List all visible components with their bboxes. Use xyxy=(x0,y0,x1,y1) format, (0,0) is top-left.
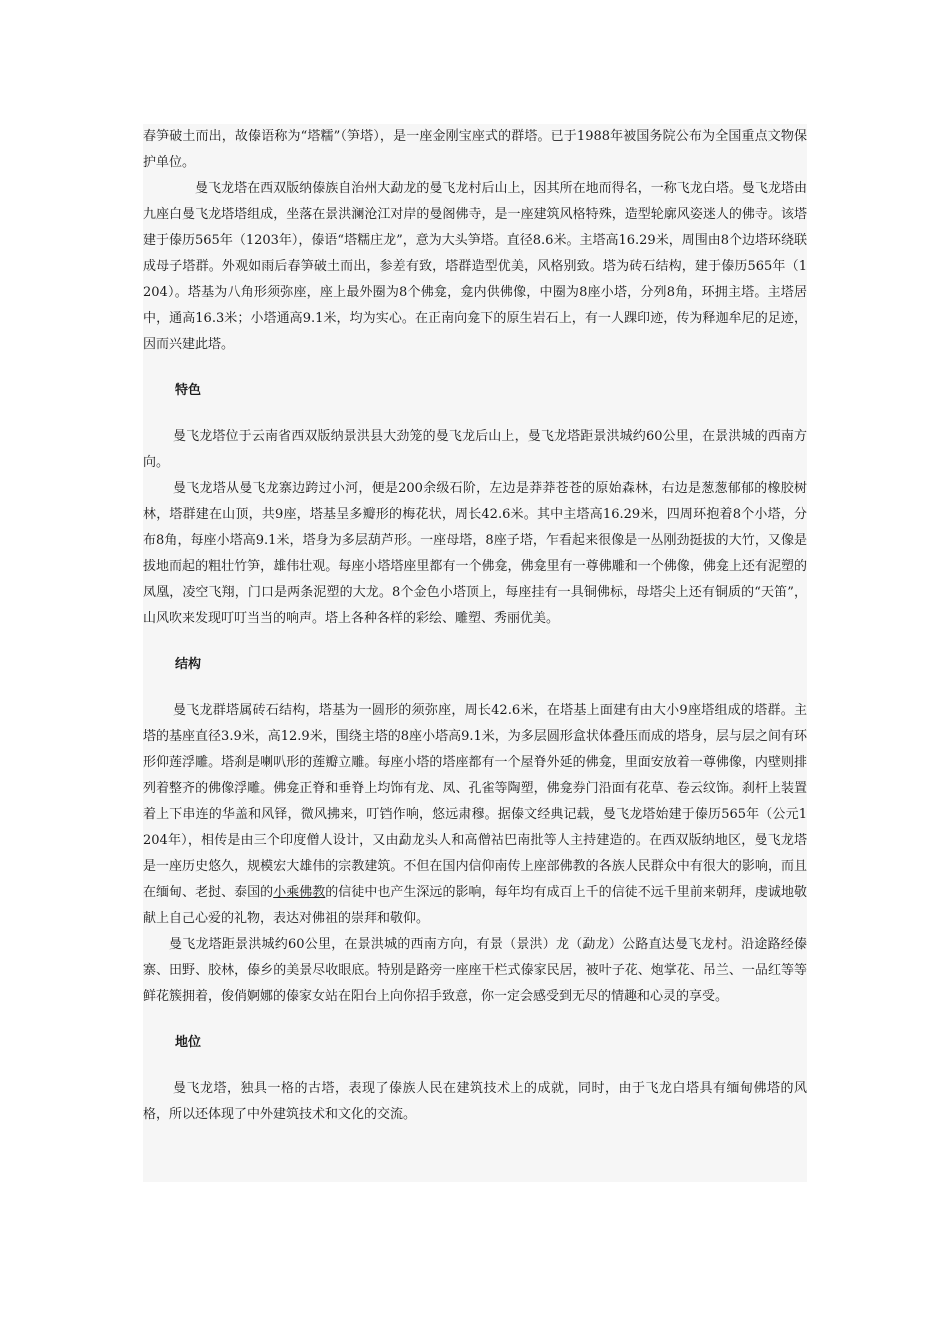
spacer xyxy=(143,404,807,424)
status-paragraph-1: 曼飞龙塔，独具一格的古塔，表现了傣族人民在建筑技术上的成就，同时，由于飞龙白塔具有缅甸佛塔的风格，所以还体现了中外建筑技术和文化的交流。 xyxy=(143,1081,807,1122)
document-body xyxy=(143,124,807,1128)
spacer xyxy=(143,1010,807,1030)
section-title-features: 特色 xyxy=(175,383,202,398)
features-paragraph-1: 曼飞龙塔位于云南省西双版纳景洪县大劲笼的曼飞龙后山上，曼飞龙塔距景洪城约60公里，在景洪城的西南方向。 xyxy=(143,429,807,470)
structure-text-before-link: 曼飞龙群塔属砖石结构，塔基为一圆形的须弥座，周长42.6米，在塔基上面建有由大小9座塔组成的塔群。主塔的基座直径3.9米，高12.9米，围绕主塔的8座小塔高9.1米，为多层圆形盒状体叠压而成的塔身，层与层之间有环形仰莲浮雕。塔刹是喇叭形的莲瓣立雕。每座小塔的塔座都有一个屋脊外延的佛龛，里面安放着一尊佛像，内壁则排列着整齐的佛像浮雕。佛龛正脊和垂脊上均饰有龙、凤、孔雀等陶塑，佛龛券门沿面有花草、卷云纹饰。刹杆上装置着上下串连的华盖和风铎，微风拂来，叮铛作响，悠远肃穆。据傣文经典记载，曼飞龙塔始建于傣历565年（公元1204年），相传是由三个印度僧人设计，又由勐龙头人和高僧祜巴南批等人主持建造的。在西双版纳地区，曼飞龙塔是一座历史悠久，规模宏大雄伟的宗教建筑。不但在国内信仰南传上座部佛教的各族人民群众中有很大的影响，而且在缅甸、老挝、泰国的 xyxy=(143,703,807,900)
spacer xyxy=(143,358,807,378)
section-title-status: 地位 xyxy=(175,1035,202,1050)
spacer xyxy=(143,678,807,698)
structure-text-after-link: 的信徒中也产生深远的影响，每年均有成百上千的信徒不远千里前来朝拜，虔诚地敬献上自己心爱的礼物，表达对佛祖的崇拜和敬仰。 xyxy=(143,885,807,926)
spacer xyxy=(143,1056,807,1076)
structure-paragraph-1 xyxy=(143,698,807,932)
section-title-structure: 结构 xyxy=(175,657,202,672)
intro-paragraph-2: 曼飞龙塔在西双版纳傣族自治州大勐龙的曼飞龙村后山上，因其所在地而得名，一称飞龙白塔。曼飞龙塔由九座白曼飞龙塔塔组成，坐落在景洪澜沧江对岸的曼阁佛寺，是一座建筑风格特殊，造型轮廓风姿迷人的佛寺。该塔建于傣历565年（1203年），傣语“塔糯庄龙”，意为大头笋塔。直径8.6米。主塔高16.29米，周围由8个边塔环绕联成母子塔群。外观如雨后春笋破土而出，参差有致，塔群造型优美，风格别致。塔为砖石结构，建于傣历565年（1204）。塔基为八角形须弥座，座上最外圈为8个佛龛，龛内供佛像，中圈为8座小塔，分列8角，环拥主塔。主塔居中，通高16.3米；小塔通高9.1米，均为实心。在正南向龛下的原生岩石上，有一人踝印迹，传为释迦牟尼的足迹，因而兴建此塔。 xyxy=(143,181,807,352)
features-paragraph-2: 曼飞龙塔从曼飞龙寨边跨过小河，便是200余级石阶，左边是莽莽苍苍的原始森林，右边是葱葱郁郁的橡胶树林，塔群建在山顶，共9座，塔基呈多瓣形的梅花状，周长42.6米。其中主塔高16.29米，四周环抱着8个小塔，分布8角，每座小塔高9.1米，塔身为多层葫芦形。一座母塔，8座子塔，乍看起来很像是一丛刚劲挺拔的大竹，又像是拔地而起的粗壮竹笋，雄伟壮观。每座小塔塔座里都有一个佛龛，佛龛里有一尊佛雕和一个佛像，佛龛上还有泥塑的凤凰，凌空飞翔，门口是两条泥塑的大龙。8个金色小塔顶上，每座挂有一具铜佛标，母塔尖上还有铜质的“天笛”，山风吹来发现叮叮当当的响声。塔上各种各样的彩绘、雕塑、秀丽优美。 xyxy=(143,481,807,626)
spacer xyxy=(143,632,807,652)
structure-paragraph-2: 曼飞龙塔距景洪城约60公里，在景洪城的西南方向，有景（景洪）龙（勐龙）公路直达曼飞龙村。沿途路经傣寨、田野、胶林，傣乡的美景尽收眼底。特别是路旁一座座干栏式傣家民居，被叶子花、炮掌花、吊兰、一品红等等鲜花簇拥着，俊俏婀娜的傣家女站在阳台上向你招手致意，你一定会感受到无尽的情趣和心灵的享受。 xyxy=(143,937,807,1004)
intro-paragraph-1: 春笋破土而出，故傣语称为“塔糯”（笋塔），是一座金刚宝座式的群塔。已于1988年被国务院公布为全国重点文物保护单位。 xyxy=(143,129,807,170)
small-vehicle-buddhism-link[interactable]: 小乘佛教 xyxy=(273,885,326,900)
